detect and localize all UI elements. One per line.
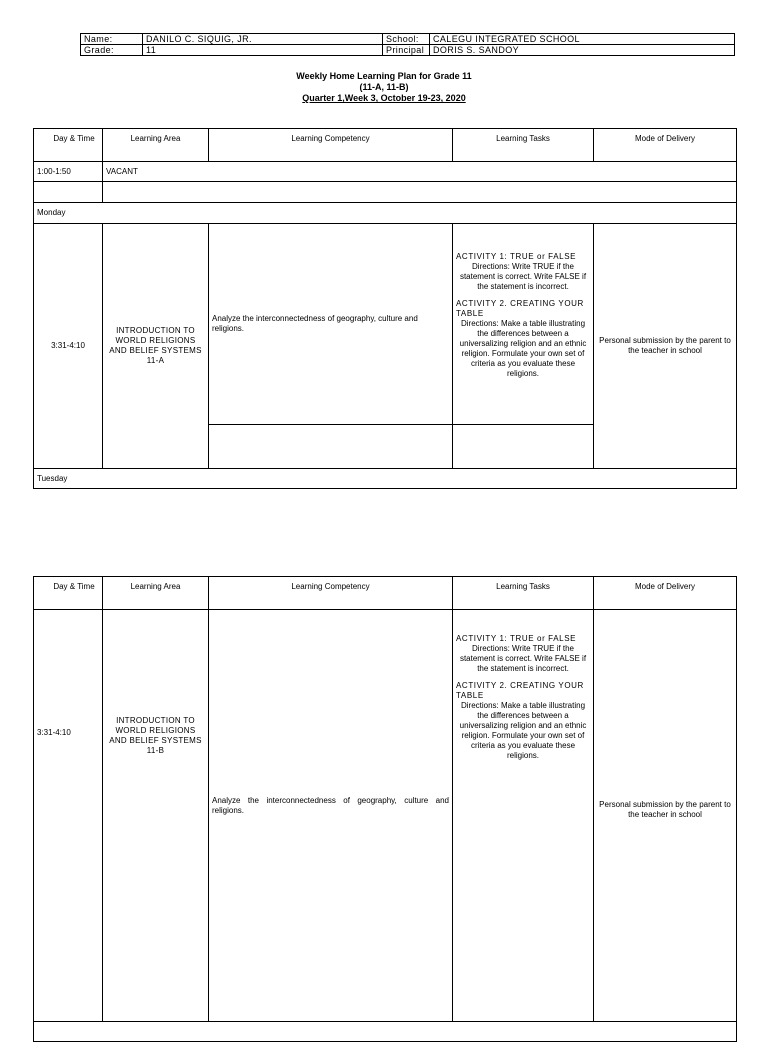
- activity-2-directions: Directions: Make a table illustrating the differences between a universalizing religion and an ethnic religion. Formulate your own set of criteria as you evaluate these religions.: [459, 701, 587, 760]
- day-row-monday: [34, 203, 737, 224]
- col-learning-competency: Learning Competency: [209, 129, 453, 162]
- col-learning-area: Learning Area: [103, 577, 209, 610]
- school-value: CALEGU INTEGRATED SCHOOL: [430, 34, 735, 45]
- col-learning-tasks: Learning Tasks: [453, 129, 594, 162]
- learning-area-cell: INTRODUCTION TO WORLD RELIGIONS AND BELIEF SYSTEMS 11-B: [103, 610, 209, 1022]
- col-learning-competency: Learning Competency: [209, 577, 453, 610]
- tasks-cell: [453, 224, 594, 425]
- name-value: DANILO C. SIQUIG, JR.: [143, 34, 383, 45]
- vacant-time: 1:00-1:50: [34, 162, 103, 182]
- activity-2-title: ACTIVITY 2. CREATING YOUR TABLE: [456, 299, 584, 318]
- empty-tasks-cell: [453, 425, 594, 469]
- col-mode-of-delivery: Mode of Delivery: [594, 129, 737, 162]
- principal-value: DORIS S. SANDOY: [430, 45, 735, 56]
- title-line-2: (11-A, 11-B): [359, 82, 409, 92]
- info-row-1: [81, 34, 735, 45]
- plan-table-1: [33, 128, 737, 489]
- principal-label: Principal: [383, 45, 430, 56]
- activity-2-directions: Directions: Make a table illustrating the differences between a universalizing religion and an ethnic religion. Formulate your own set of criteria as you evaluate these religions.: [459, 319, 587, 378]
- day-row-tuesday: [34, 469, 737, 489]
- col-mode-of-delivery: Mode of Delivery: [594, 577, 737, 610]
- title-line-1: Weekly Home Learning Plan for Grade 11: [296, 71, 472, 81]
- col-day-time: Day & Time: [34, 577, 103, 610]
- vacant-row: [34, 162, 737, 182]
- blank-cell: [103, 182, 737, 203]
- header-row: [34, 129, 737, 162]
- activity-1-title: ACTIVITY 1: TRUE or FALSE: [456, 252, 577, 261]
- plan-table-2: [33, 576, 737, 1042]
- empty-competency-cell: [209, 425, 453, 469]
- blank-row: [34, 182, 737, 203]
- lesson-row: [34, 224, 737, 425]
- mode-of-delivery-cell: Personal submission by the parent to the teacher in school: [594, 224, 737, 469]
- vacant-label: VACANT: [103, 162, 737, 182]
- tasks-cell: [453, 610, 594, 1022]
- day-label-tuesday: Tuesday: [34, 469, 737, 489]
- col-learning-area: Learning Area: [103, 129, 209, 162]
- lesson-row: [34, 610, 737, 1022]
- day-label-monday: Monday: [34, 203, 737, 224]
- time-cell: 3:31-4:10: [34, 610, 103, 1022]
- info-table: [80, 33, 735, 56]
- grade-label: Grade:: [81, 45, 143, 56]
- competency-cell: Analyze the interconnectedness of geography, culture and religions.: [209, 224, 453, 425]
- competency-cell: Analyze the interconnectedness of geography, culture and religions.: [209, 610, 453, 1022]
- learning-area-cell: INTRODUCTION TO WORLD RELIGIONS AND BELIEF SYSTEMS 11-A: [103, 224, 209, 469]
- activity-1-title: ACTIVITY 1: TRUE or FALSE: [456, 634, 577, 643]
- name-label: Name:: [81, 34, 143, 45]
- continuation-cell: [34, 1022, 737, 1042]
- title-line-3: Quarter 1,Week 3, October 19-23, 2020: [302, 93, 466, 103]
- time-cell: 3:31-4:10: [34, 224, 103, 469]
- col-learning-tasks: Learning Tasks: [453, 577, 594, 610]
- grade-value: 11: [143, 45, 383, 56]
- blank-cell: [34, 182, 103, 203]
- document-title: [0, 71, 768, 104]
- activity-2-title: ACTIVITY 2. CREATING YOUR TABLE: [456, 681, 584, 700]
- mode-of-delivery-cell: Personal submission by the parent to the teacher in school: [594, 610, 737, 1022]
- activity-1-directions: Directions: Write TRUE if the statement is correct. Write FALSE if the statement is incorrect.: [459, 644, 587, 673]
- col-day-time: Day & Time: [34, 129, 103, 162]
- continuation-row: [34, 1022, 737, 1042]
- info-row-2: [81, 45, 735, 56]
- school-label: School:: [383, 34, 430, 45]
- header-row: [34, 577, 737, 610]
- activity-1-directions: Directions: Write TRUE if the statement is correct. Write FALSE if the statement is incorrect.: [459, 262, 587, 291]
